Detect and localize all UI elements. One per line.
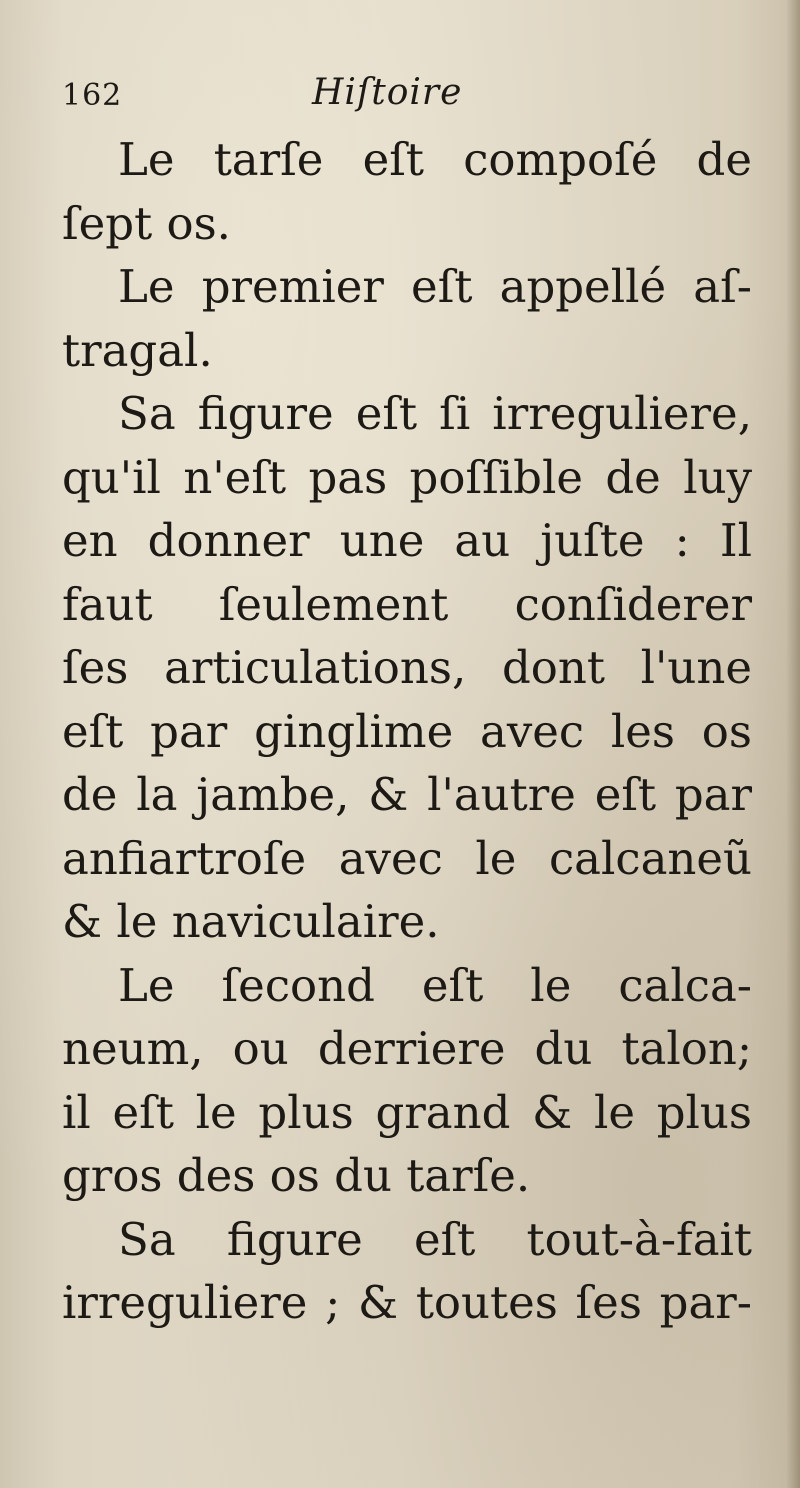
text-line: Le tarſe eſt compoſé de (118, 133, 752, 186)
text-line: en donner une au juſte : Il (62, 514, 752, 567)
text-line: anfiartroſe avec le calcaneũ (62, 831, 752, 885)
running-title: Hiſtoire (312, 72, 463, 113)
page-number: 162 (62, 78, 123, 113)
body-text (62, 128, 752, 1335)
text-line: qu'il n'eſt pas poſſible de luy (62, 450, 752, 504)
text-line: ſes articulations, dont l'une (62, 641, 752, 694)
text-line: de la jambe, & l'autre eſt par (62, 768, 752, 821)
text-line: irreguliere ; & toutes ſes par- (62, 1276, 752, 1329)
text-line: neum, ou derriere du talon; (62, 1022, 752, 1075)
text-line: & le naviculaire. (62, 895, 440, 948)
text-line: il eſt le plus grand & le plus (62, 1085, 752, 1139)
text-line: faut ſeulement conſiderer (62, 577, 752, 631)
text-line: gros des os du tarſe. (62, 1149, 531, 1202)
text-line: Sa figure eſt tout-à-fait (118, 1212, 752, 1266)
text-line: Le premier eſt appellé aſ- (118, 260, 752, 313)
text-line: ſept os. (62, 196, 231, 250)
running-head (62, 72, 752, 124)
page-edge-shadow (786, 0, 800, 1488)
text-line: Le ſecond eſt le calca- (118, 958, 752, 1012)
text-line: eſt par ginglime avec les os (62, 704, 752, 758)
text-line: tragal. (62, 323, 213, 377)
text-line: Sa figure eſt ſi irreguliere, (118, 387, 752, 440)
